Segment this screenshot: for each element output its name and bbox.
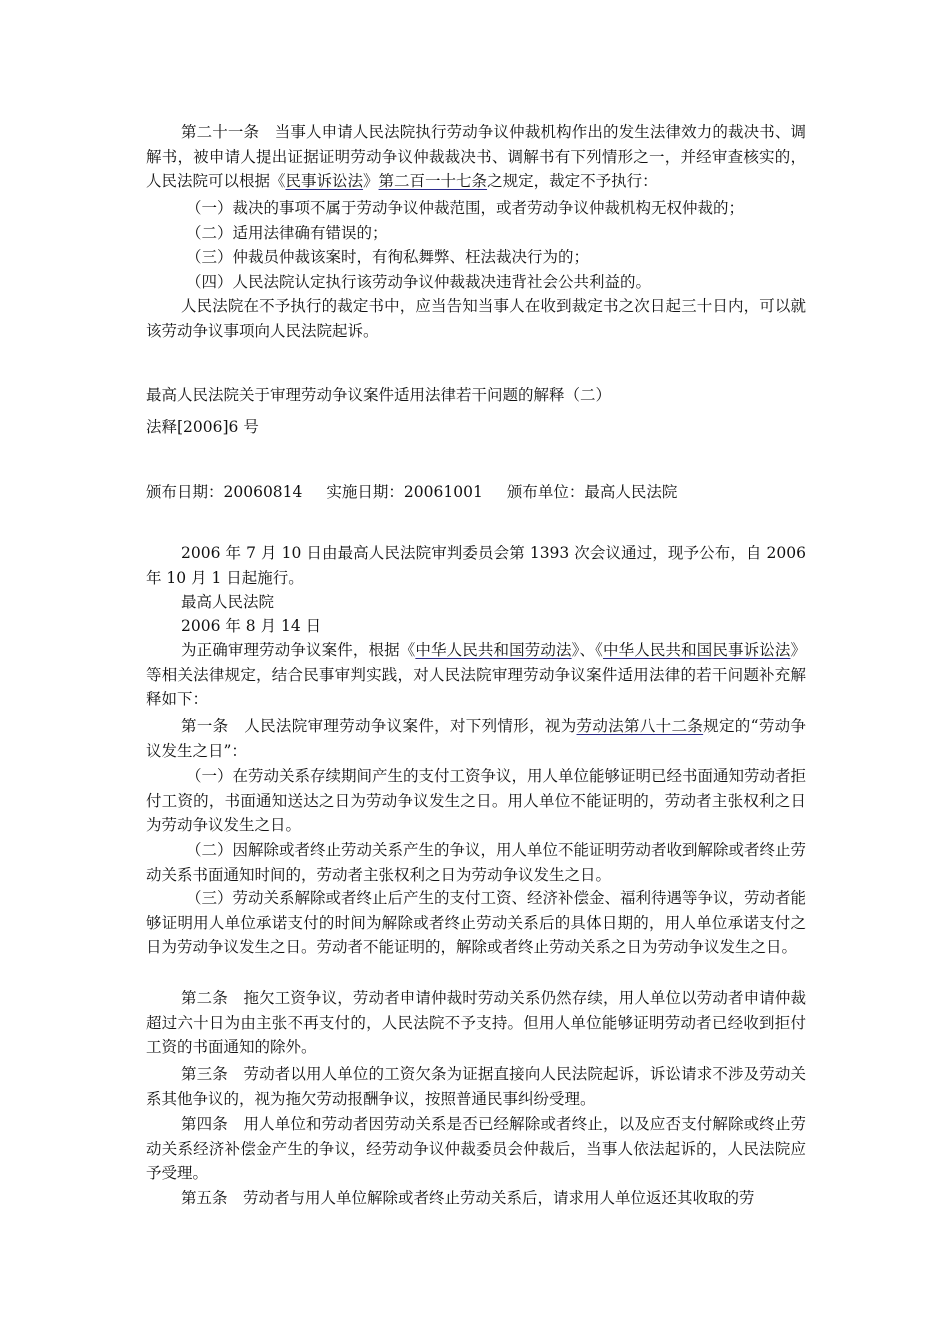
issuing-authority: 颁布单位：最高人民法院 bbox=[506, 483, 678, 501]
article-21-item-2: （二）适用法律确有错误的； bbox=[186, 224, 388, 242]
article-5: 第五条 劳动者与用人单位解除或者终止劳动关系后，请求用人单位返还其收取的劳 bbox=[181, 1189, 755, 1207]
article-1-item-3: （三）劳动关系解除或者终止后产生的支付工资、经济补偿金、福利待遇等争议，劳动者能够证明用人单位承诺支付的时间为解除或者终止劳动关系后的具体日期的，用人单位承诺支付之日为劳动争议发生之日。劳动者不能证明的，解除或者终止劳动关系之日为劳动争议发生之日。 bbox=[146, 889, 807, 957]
preamble-text: 为正确审理劳动争议案件，根据《 bbox=[181, 641, 416, 659]
article-1-item-2: （二）因解除或者终止劳动关系产生的争议，用人单位不能证明劳动者收到解除或者终止劳动关系书面通知时间的，劳动者主张权利之日为劳动争议发生之日。 bbox=[146, 841, 807, 884]
civil-procedure-law-link[interactable]: 民事诉讼法 bbox=[285, 172, 364, 191]
effective-date: 实施日期：20061001 bbox=[326, 483, 483, 501]
signer: 最高人民法院 bbox=[181, 593, 275, 611]
civil-procedure-law-full-link[interactable]: 中华人民共和国民事诉讼法 bbox=[602, 641, 791, 659]
article-1-text-b: 规定的“劳动争议发生之日”： bbox=[146, 717, 806, 760]
document-meta-line bbox=[146, 480, 806, 505]
article-3: 第三条 劳动者以用人单位的工资欠条为证据直接向人民法院起诉，诉讼请求不涉及劳动关系其他争议的，视为拖欠劳动报酬争议，按照普通民事纠纷受理。 bbox=[146, 1065, 806, 1108]
preamble-text-c: 》等相关法律规定，结合民事审判实践，对人民法院审理劳动争议案件适用法律的若干问题补充解释如下： bbox=[146, 641, 806, 709]
article-21-text-c: 之规定，裁定不予执行： bbox=[487, 172, 658, 191]
article-217-link[interactable]: 第二百一十七条 bbox=[378, 172, 488, 191]
article-21-paragraph-2: 人民法院在不予执行的裁定书中，应当告知当事人在收到裁定书之次日起三十日内，可以就该劳动争议事项向人民法院起诉。 bbox=[146, 297, 806, 340]
article-21-item-1: （一）裁决的事项不属于劳动争议仲裁范围，或者劳动争议仲裁机构无权仲裁的； bbox=[186, 199, 745, 217]
article-1-item-1: （一）在劳动关系存续期间产生的支付工资争议，用人单位能够证明已经书面通知劳动者拒付工资的，书面通知送达之日为劳动争议发生之日。用人单位不能证明的，劳动者主张权利之日为劳动争议发生之日。 bbox=[146, 767, 807, 835]
article-21-paragraph bbox=[146, 120, 806, 194]
preamble bbox=[146, 638, 806, 712]
preamble-text-b: 》、《 bbox=[571, 641, 603, 659]
signing-date: 2006 年 8 月 14 日 bbox=[181, 617, 322, 635]
article-2: 第二条 拖欠工资争议，劳动者申请仲裁时劳动关系仍然存续，用人单位以劳动者申请仲裁超过六十日为由主张不再支付的，人民法院不予支持。但用人单位能够证明劳动者已经收到拒付工资的书面通知的除外。 bbox=[146, 989, 806, 1057]
article-4: 第四条 用人单位和劳动者因劳动关系是否已经解除或者终止，以及应否支付解除或终止劳动关系经济补偿金产生的争议，经劳动争议仲裁委员会仲裁后，当事人依法起诉的，人民法院应予受理。 bbox=[146, 1115, 806, 1183]
labor-law-article-82-link[interactable]: 劳动法第八十二条 bbox=[576, 717, 704, 735]
document-number: 法释[2006]6 号 bbox=[146, 418, 259, 436]
article-21-item-4: （四）人民法院认定执行该劳动争议仲裁裁决违背社会公共利益的。 bbox=[186, 273, 652, 291]
document-title: 最高人民法院关于审理劳动争议案件适用法律若干问题的解释（二） bbox=[146, 386, 612, 404]
adoption-notice: 2006 年 7 月 10 日由最高人民法院审判委员会第 1393 次会议通过，现予公布，自 2006 年 10 月 1 日起施行。 bbox=[146, 544, 806, 587]
article-1 bbox=[146, 714, 806, 763]
promulgation-date: 颁布日期：20060814 bbox=[146, 483, 303, 501]
article-21-text-b: 》 bbox=[363, 172, 379, 191]
article-1-text: 第一条 人民法院审理劳动争议案件，对下列情形，视为 bbox=[181, 717, 577, 735]
article-21-text: 第二十一条 当事人申请人民法院执行劳动争议仲裁机构作出的发生法律效力的裁决书、调解书，被申请人提出证据证明劳动争议仲裁裁决书、调解书有下列情形之一，并经审查核实的，人民法院可以根据《 bbox=[146, 123, 806, 191]
labor-law-link[interactable]: 中华人民共和国劳动法 bbox=[415, 641, 572, 659]
article-21-item-3: （三）仲裁员仲裁该案时，有徇私舞弊、枉法裁决行为的； bbox=[186, 248, 590, 266]
